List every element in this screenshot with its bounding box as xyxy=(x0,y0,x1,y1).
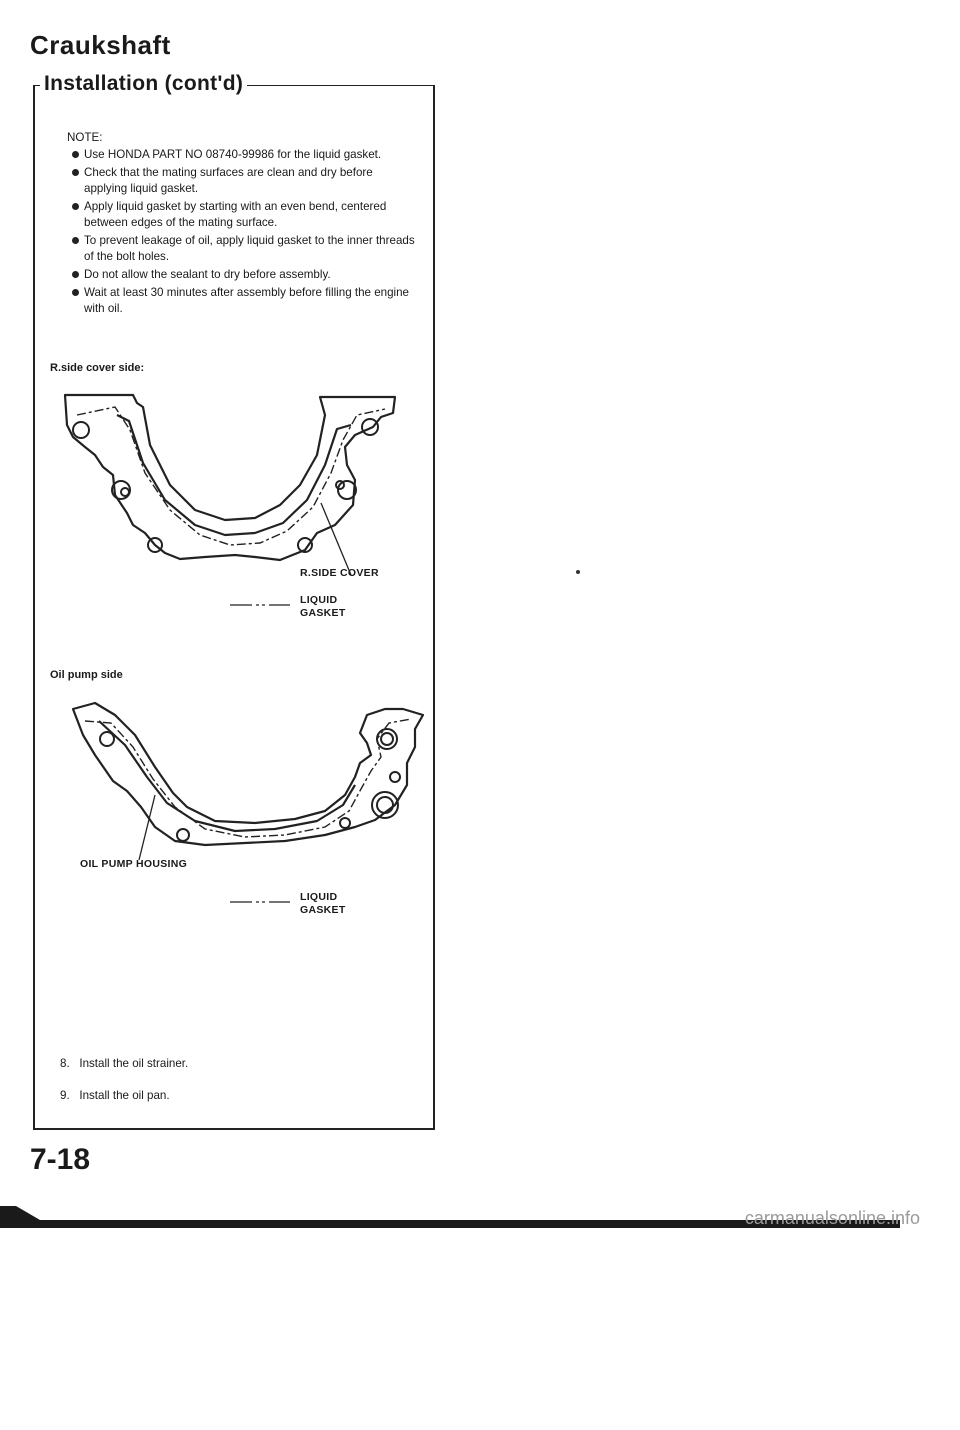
legend-2: LIQUID GASKET xyxy=(300,891,346,916)
note-item: Check that the mating surfaces are clean and dry before applying liquid gasket. xyxy=(67,165,419,197)
note-item: Apply liquid gasket by starting with an even bend, centered between edges of the mating surface. xyxy=(67,199,419,231)
note-item: Use HONDA PART NO 08740-99986 for the liquid gasket. xyxy=(67,147,419,163)
legend-1: LIQUID GASKET xyxy=(300,594,346,619)
page-number: 7-18 xyxy=(30,1143,91,1176)
note-label: NOTE: xyxy=(67,131,103,144)
bullet-icon xyxy=(72,169,79,176)
bullet-icon xyxy=(72,151,79,158)
legend-line-2 xyxy=(230,900,290,904)
bullet-icon xyxy=(72,203,79,210)
bullet-icon xyxy=(72,237,79,244)
notes-block xyxy=(67,130,419,319)
watermark: carmanualsonline.info xyxy=(744,1208,920,1228)
oil-pump-housing-diagram xyxy=(55,695,430,860)
step-8: 8. Install the oil strainer. xyxy=(60,1057,189,1070)
r-side-cover-diagram xyxy=(55,385,405,575)
figure1-caption: R.side cover side: xyxy=(50,362,145,374)
legend-line-1 xyxy=(230,603,290,607)
bullet-icon xyxy=(72,289,79,296)
r-side-cover-label: R.SIDE COVER xyxy=(300,567,379,579)
section-title: Installation (cont'd) xyxy=(40,72,247,96)
figure2-caption: Oil pump side xyxy=(50,669,123,681)
note-item: To prevent leakage of oil, apply liquid gasket to the inner threads of the bolt holes. xyxy=(67,233,419,265)
step-9: 9. Install the oil pan. xyxy=(60,1089,170,1102)
page-title: Craukshaft xyxy=(30,30,171,60)
stray-mark xyxy=(576,570,580,574)
oil-pump-housing-label: OIL PUMP HOUSING xyxy=(80,858,188,870)
note-item: Do not allow the sealant to dry before assembly. xyxy=(67,267,419,283)
note-item: Wait at least 30 minutes after assembly before filling the engine with oil. xyxy=(67,285,419,317)
bullet-icon xyxy=(72,271,79,278)
